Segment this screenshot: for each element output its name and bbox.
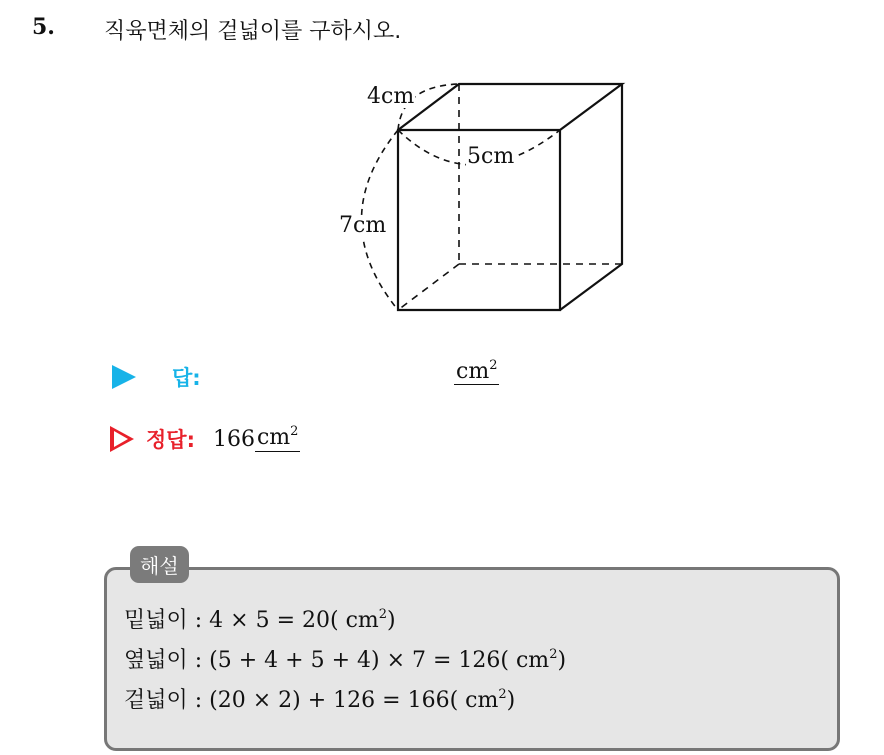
explanation-close: ): [506, 688, 516, 713]
explanation-separator: :: [187, 648, 210, 673]
explanation-expression: (5 + 4 + 5 + 4) × 7 = 126( cm: [209, 648, 550, 673]
explanation-key: 겉넓이: [124, 688, 188, 713]
explanation-line-side-area: [124, 643, 566, 674]
answer-unit-text: cm: [456, 359, 490, 384]
explanation-close: ): [557, 648, 567, 673]
explanation-exponent: 2: [378, 607, 388, 622]
answer-unit[interactable]: [454, 360, 499, 385]
visible-edges: [398, 84, 622, 310]
explanation-tab: 해설: [130, 546, 189, 583]
question-number: 5.: [32, 14, 55, 40]
answer-row: [112, 362, 201, 392]
explanation-key: 옆넓이: [124, 648, 188, 673]
explanation-separator: :: [187, 608, 210, 633]
explanation-separator: :: [187, 688, 210, 713]
hidden-edges: [398, 84, 622, 310]
explanation-exponent: 2: [498, 687, 507, 702]
explanation-close: ): [387, 608, 396, 633]
answer-label: 답:: [172, 366, 201, 390]
correct-answer-unit: [255, 426, 300, 451]
correct-answer-label: 정답:: [146, 428, 195, 452]
explanation-expression: (20 × 2) + 126 = 166( cm: [209, 688, 499, 713]
label-5cm: 5cm: [467, 144, 515, 169]
label-4cm: 4cm: [367, 84, 415, 109]
question-text: 직육면체의 겉넓이를 구하시오.: [104, 19, 402, 44]
outline-triangle-right-icon: [110, 426, 134, 452]
correct-unit-text: cm: [256, 425, 291, 451]
explanation-exponent: 2: [549, 647, 558, 662]
explanation-line-base-area: [124, 603, 396, 634]
correct-answer-value: 166: [212, 426, 255, 452]
answer-unit-exponent: 2: [489, 358, 498, 373]
filled-triangle-right-icon: [112, 365, 136, 389]
explanation-line-surface-area: [124, 683, 515, 714]
explanation-key: 밑넓이: [124, 608, 188, 633]
explanation-expression: 4 × 5 = 20( cm: [209, 608, 379, 633]
correct-unit-exponent: 2: [290, 424, 299, 440]
correct-answer-row: [110, 424, 300, 454]
label-7cm: 7cm: [339, 213, 387, 238]
